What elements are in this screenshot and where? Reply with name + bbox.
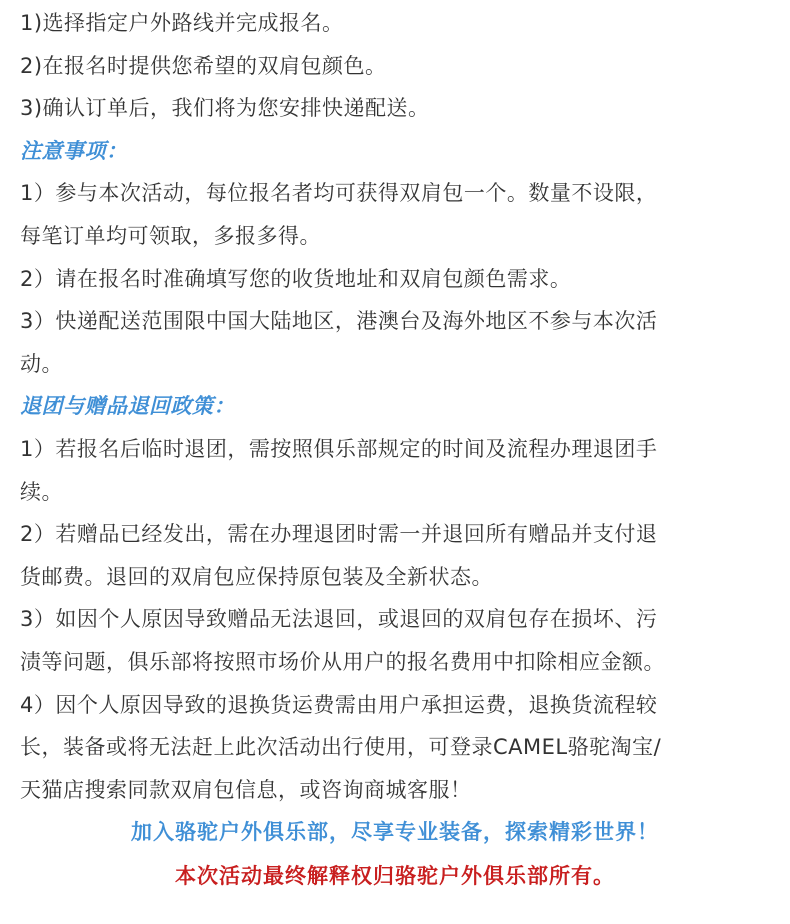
notes-line: 3）快递配送范围限中国大陆地区，港澳台及海外地区不参与本次活: [20, 309, 658, 333]
notes-line: 2）请在报名时准确填写您的收货地址和双肩包颜色需求。: [20, 267, 572, 291]
refund-line: 长，装备或将无法赶上此次活动出行使用，可登录CAMEL骆驼淘宝/: [20, 735, 662, 759]
step-2: 2)在报名时提供您希望的双肩包颜色。: [20, 54, 387, 78]
refund-line: 续。: [20, 480, 63, 504]
refund-line: 渍等问题，俱乐部将按照市场价从用户的报名费用中扣除相应金额。: [20, 650, 665, 674]
notes-heading: 注意事项：: [20, 139, 128, 163]
refund-line: 1）若报名后临时退团，需按照俱乐部规定的时间及流程办理退团手: [20, 437, 658, 461]
step-1: 1)选择指定户外路线并完成报名。: [20, 11, 344, 35]
refund-heading: 退团与赠品退回政策：: [20, 394, 235, 418]
disclaimer: 本次活动最终解释权归骆驼户外俱乐部所有。: [175, 864, 615, 888]
notes-line: 1）参与本次活动，每位报名者均可获得双肩包一个。数量不设限，: [20, 181, 658, 205]
refund-line: 2）若赠品已经发出，需在办理退团时需一并退回所有赠品并支付退: [20, 522, 658, 546]
refund-line: 4）因个人原因导致的退换货运费需由用户承担运费，退换货流程较: [20, 693, 658, 717]
refund-line: 3）如因个人原因导致赠品无法退回，或退回的双肩包存在损坏、污: [20, 607, 658, 631]
notes-line: 动。: [20, 352, 63, 376]
refund-line: 货邮费。退回的双肩包应保持原包装及全新状态。: [20, 565, 493, 589]
notes-line: 每笔订单均可领取，多报多得。: [20, 224, 321, 248]
refund-line: 天猫店搜索同款双肩包信息，或咨询商城客服！: [20, 778, 472, 802]
step-3: 3)确认订单后，我们将为您安排快递配送。: [20, 96, 430, 120]
club-slogan: 加入骆驼户外俱乐部，尽享专业装备，探索精彩世界！: [131, 820, 659, 844]
